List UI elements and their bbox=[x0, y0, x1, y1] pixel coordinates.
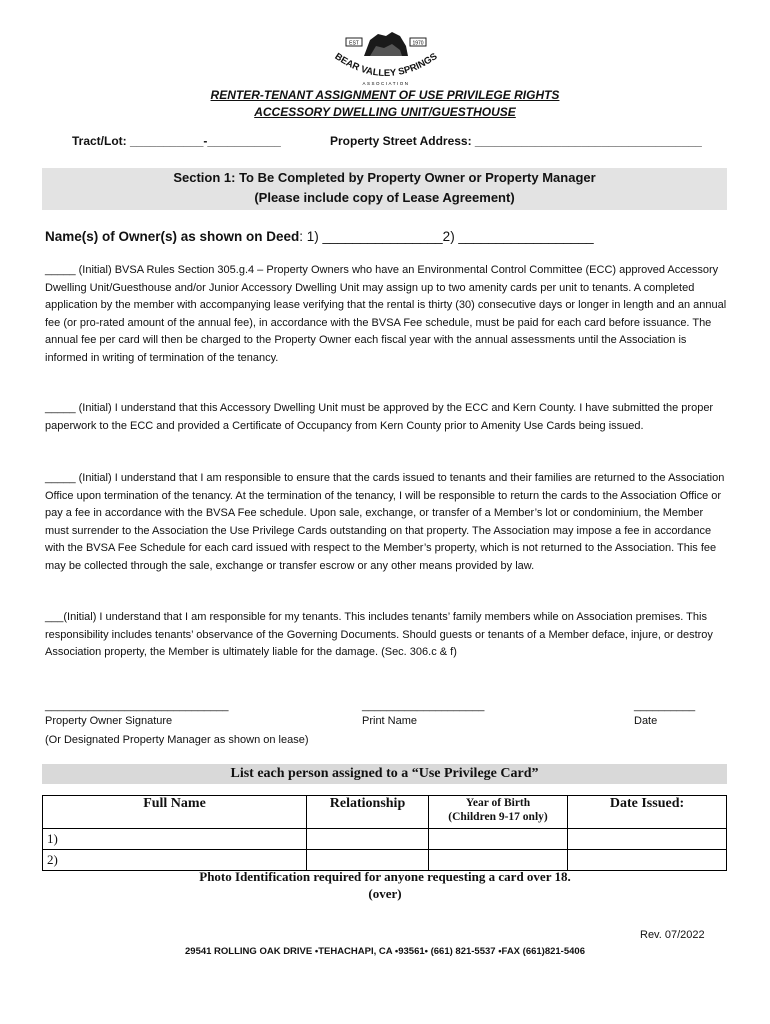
street-address-field[interactable]: Property Street Address: __________________________________ bbox=[330, 134, 702, 148]
footer-address: 29541 ROLLING OAK DRIVE •TEHACHAPI, CA •93561• (661) 821-5537 •FAX (661)821-5406 bbox=[185, 946, 585, 957]
owners-field[interactable] bbox=[45, 229, 594, 244]
form-title-line1: RENTER-TENANT ASSIGNMENT OF USE PRIVILEGE RIGHTS bbox=[210, 88, 560, 102]
card-assignment-table bbox=[42, 795, 727, 871]
print-name-line[interactable]: ____________________ bbox=[362, 700, 485, 712]
col-date-issued: Date Issued: bbox=[568, 796, 727, 829]
initial-paragraph-3: _____ (Initial) I understand that I am responsible to ensure that the cards issued to tenants and their families are returned to the Association Office upon termination of the tenancy. At the termination of the tenancy, I will be responsible to return the cards to the Association Office or pay a fee in accordance with the BVSA Fee schedule. Upon sale, exchange, or transfer of a Member’s lot or condominium, the Member must surrender to the Association the Use Privilege Cards outstanding on that property. The Association may impose a fee in accordance with the BVSA Fee Schedule for each card issued with respect to the Member’s property, which is not returned to the Association. This fee may be collected through the sale, exchange or transfer escrow or any other means provided by law. bbox=[45, 472, 725, 572]
form-title-line2: ACCESSORY DWELLING UNIT/GUESTHOUSE bbox=[254, 105, 516, 119]
tract-lot-field[interactable]: Tract/Lot: ___________-___________ bbox=[72, 134, 281, 148]
logo-est: EST bbox=[349, 40, 359, 47]
date-line[interactable]: __________ bbox=[634, 700, 696, 712]
section1-header bbox=[42, 168, 727, 210]
over-text: (over) bbox=[368, 886, 402, 901]
col-year-of-birth-note: (Children 9-17 only) bbox=[448, 811, 548, 823]
initial-paragraph-1: _____ (Initial) BVSA Rules Section 305.g.4 – Property Owners who have an Environmental Control Committee (ECC) approved Accessory Dwelling Unit/Guesthouse and/or Junior Accessory Dwelling Unit may assign up to two amenity cards per unit to tenants. A completed application by the member with accompanying lease verifying that the rental is thirty (30) consecutive days or longer in length and an annual fee (or pro-rated amount of the annual fee), in accordance with the BVSA Fee schedule, must be paid for each card before issuance. The annual fee per card will then be charged to the Property Owner each fiscal year with the annual assessments until the Association is informed in writing of termination of the tenancy. bbox=[45, 264, 727, 364]
logo-name: BEAR VALLEY SPRINGS bbox=[332, 51, 440, 80]
owners-label: Name(s) of Owner(s) as shown on Deed bbox=[45, 229, 300, 244]
table-row bbox=[43, 829, 727, 850]
row1-relationship-cell[interactable] bbox=[307, 829, 429, 850]
col-full-name: Full Name bbox=[43, 796, 307, 829]
logo-sub: ASSOCIATION bbox=[362, 81, 410, 86]
col-year-of-birth bbox=[429, 796, 568, 829]
card-list-title: List each person assigned to a “Use Privilege Card” bbox=[42, 764, 727, 784]
photo-id-text: Photo Identification required for anyone requesting a card over 18. bbox=[199, 869, 571, 884]
revision-label: Rev. 07/2022 bbox=[640, 929, 705, 941]
initial-paragraph-4: ___(Initial) I understand that I am responsible for my tenants. This includes tenants’ family members while on Association premises. This responsibility includes tenants’ observance of the Governing Documents. Should guests or tenants of a Member deface, injure, or destroy Association property, the Member is ultimately liable for the damage. (Sec. 306.c & f) bbox=[45, 611, 713, 659]
initial-paragraph-2: _____ (Initial) I understand that this Accessory Dwelling Unit must be approved by the ECC and Kern County. I have submitted the proper paperwork to the ECC and provided a Certificate of Occupancy from Kern County prior to Amenity Use Cards being issued. bbox=[45, 402, 714, 432]
print-name-label: Print Name bbox=[362, 715, 418, 727]
owner-signature-label: Property Owner Signature bbox=[45, 715, 173, 727]
col-year-of-birth-label: Year of Birth bbox=[465, 797, 531, 809]
date-label: Date bbox=[634, 715, 658, 727]
bear-logo-icon bbox=[326, 26, 446, 88]
photo-id-note bbox=[0, 868, 770, 902]
row1-date-cell[interactable] bbox=[568, 829, 727, 850]
section1-subtitle: (Please include copy of Lease Agreement) bbox=[254, 190, 515, 205]
row1-name-cell[interactable]: 1) bbox=[43, 829, 307, 850]
section1-title: Section 1: To Be Completed by Property Owner or Property Manager bbox=[173, 170, 596, 185]
bvsa-logo bbox=[326, 26, 446, 88]
owner-signature-note: (Or Designated Property Manager as shown on lease) bbox=[45, 734, 309, 746]
row2-name-cell[interactable]: 2) bbox=[43, 850, 307, 871]
logo-year: 1970 bbox=[412, 40, 424, 47]
col-relationship: Relationship bbox=[307, 796, 429, 829]
row1-year-cell[interactable] bbox=[429, 829, 568, 850]
owners-blanks: : 1) ________________2) __________________ bbox=[299, 229, 594, 244]
owner-signature-line[interactable]: ______________________________ bbox=[45, 700, 229, 712]
table-header-row bbox=[43, 796, 727, 829]
